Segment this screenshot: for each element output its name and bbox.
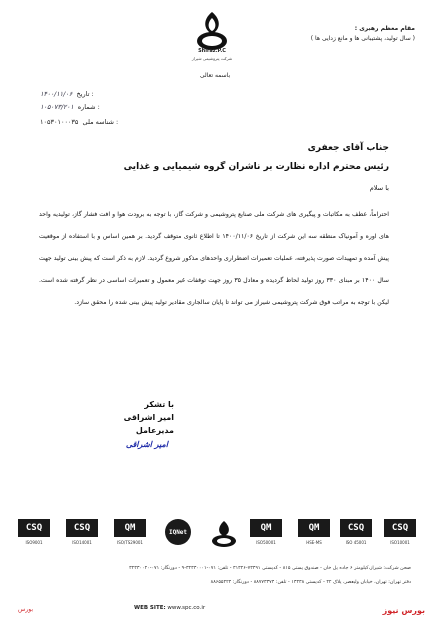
cert-mark: CSQ [66, 519, 98, 537]
cert-badge [380, 519, 420, 549]
cert-badge [246, 519, 286, 549]
cert-mark: QM [298, 519, 330, 537]
website-row [134, 605, 205, 611]
logo-text-fa: شرکت پتروشیمی شیراز [191, 56, 233, 61]
cert-label: ISO14001 [72, 540, 92, 545]
subject-line: رئیس محترم اداره نظارت بر ناشران گروه شیمیایی و غذایی [123, 162, 389, 172]
slogan-title: مقام معظم رهبری : [354, 25, 415, 32]
cert-badge [158, 519, 198, 549]
number-value: ۱۰۵۰۷۳/۲۰۱ [40, 103, 74, 111]
date-row [40, 90, 94, 98]
watermark-logo: بورس [18, 606, 33, 613]
logo-text-en: Shiraz.P.C [198, 48, 226, 54]
cert-label: ISO/TS29001 [117, 540, 143, 545]
cert-mark: CSQ [340, 519, 372, 537]
footer-address-1: صحن شرکت: شیراز،کیلومتر ۶ جاده پل خان - صندوق پستی ۸۱۵ - کدپستی ۷۳۴۹۱-۳۱۳۲۶ - تلفن: ۰۷۱-۳۲۳۳۰۰۰۱-۹ - دورنگار: ۰۷۱-۳۲۳۳۰۰۲۰ [129, 566, 411, 571]
cert-label: ISO 45001 [345, 540, 367, 545]
handwritten-signature: امیر اشراقی [125, 440, 168, 449]
slogan-block [311, 24, 415, 44]
signer-name: امیر اشراقی [123, 413, 174, 422]
cert-label: ISO9001 [25, 540, 43, 545]
footer-address-2: دفتر تهران: تهران، خیابان ولیعصر، پلاک ۴۲ - کدپستی ۱۴۳۳۸ - تلفن: ۸۸۷۷۳۳۷۴ - دورنگار: ۸۸۶۵۵۴۲۴ [210, 580, 411, 585]
recipient: جناب آقای جعفری [307, 143, 389, 153]
number-label: شماره : [77, 103, 100, 111]
cert-mark: CSQ [384, 519, 416, 537]
cert-label: ISO50001 [256, 540, 276, 545]
website-link[interactable]: www.spc.co.ir [167, 605, 206, 611]
date-value: ۱۴۰۰/۱۱/۰۶ [40, 90, 73, 98]
bismillah: باسمه تعالی [199, 72, 231, 79]
cert-badge [14, 519, 54, 549]
website-label: WEB SITE: [134, 605, 166, 611]
letter-body: احتراماً، عطف به مکاتبات و پیگیری های شرکت ملی صنایع پتروشیمی و شرکت گاز، با توجه به برودت هوا و افت فشار گاز، تولیدیه واحد های اوره و آمونیاک منطقه سه این شرکت از تاریخ ۱۴۰۰/۱۱/۰۶ تا اطلاع ثانوی متوقف گردید. بر همین اساس و با استفاده از موقعیت پیش آمده و تمهیدات صورت پذیرفته، عملیات تعمیرات اضطراری واحدهای مذکور شروع گردید. لازم به ذکر است که پیش بینی تولید جهت سال ۱۴۰۰ بر مبنای ۳۳۰ روز تولید لحاظ گردیده و معادل ۳۵ روز جهت توقفات غیر معمول و تعمیرات اساسی در نظر گرفته شده است. لیکن با توجه به مراتب فوق شرکت پتروشیمی شیراز می تواند تا پایان سالجاری مقادیر تولید پیش بینی شده را محقق سازد. [39, 211, 389, 306]
cert-badge [62, 519, 102, 549]
certification-strip [14, 519, 424, 555]
cert-label: HSE-MS [306, 540, 322, 545]
cert-label: ISO10001 [390, 540, 410, 545]
cert-badge [336, 519, 376, 549]
cert-badge [110, 519, 150, 549]
source-watermark: بورس نیوز [382, 606, 425, 615]
cert-badge [294, 519, 334, 549]
id-label: شناسه ملی : [82, 118, 119, 126]
slogan-text: ( سال تولید، پشتیبانی ها و مانع زدایی ها ) [310, 35, 415, 42]
id-row [40, 118, 118, 126]
company-logo-small-icon [206, 519, 242, 549]
cert-mark: IQNet [165, 519, 191, 545]
cert-mark: CSQ [18, 519, 50, 537]
number-row [40, 103, 100, 111]
closing: با تشکر [144, 400, 174, 409]
cert-mark: QM [250, 519, 282, 537]
id-value: ۱۰۵۳۰۱۰۰۰۳۵ [40, 118, 79, 126]
greeting: با سلام [369, 184, 389, 192]
signature-block [104, 398, 174, 449]
signer-title: مدیرعامل [135, 426, 174, 435]
cert-mark: QM [114, 519, 146, 537]
date-label: تاریخ : [76, 90, 94, 98]
